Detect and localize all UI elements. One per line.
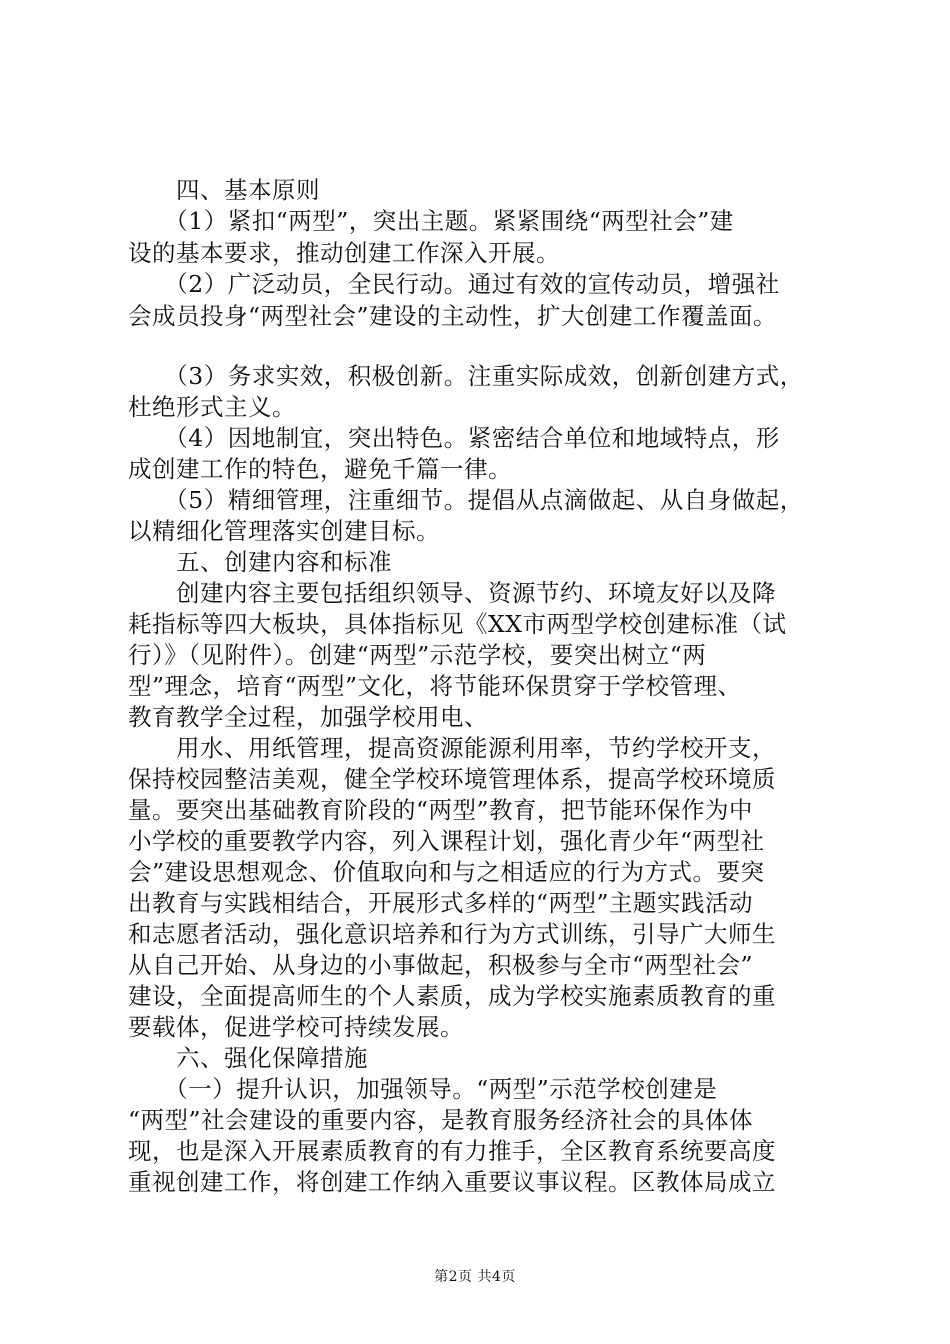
text-line: 成创建工作的特色，避免千篇一律。 (128, 455, 512, 483)
text-line: 要载体，促进学校可持续发展。 (128, 1013, 464, 1041)
text-line: 型”理念，培育“两型”文化，将节能环保贯穿于学校管理、 (128, 672, 742, 700)
section-heading: 五、创建内容和标准 (128, 548, 392, 576)
text-line: 耗指标等四大板块，具体指标见《XX市两型学校创建标准（试 (128, 610, 787, 638)
text-line: （一）提升认识，加强领导。“两型”示范学校创建是 (128, 1075, 718, 1103)
text-line: 设的基本要求，推动创建工作深入开展。 (128, 239, 560, 267)
text-line: 现，也是深入开展素质教育的有力推手，全区教育系统要高度 (128, 1137, 776, 1165)
text-line: 和志愿者活动，强化意识培养和行为方式训练，引导广大师生 (128, 920, 776, 948)
text-line: 教育教学全过程，加强学校用电、 (128, 703, 488, 731)
text-line: （4）因地制宜，突出特色。紧密结合单位和地域特点，形 (128, 424, 780, 452)
text-line: 杜绝形式主义。 (128, 393, 296, 421)
text-line: 用水、用纸管理，提高资源能源利用率，节约学校开支， (128, 734, 776, 762)
text-line: 以精细化管理落实创建目标。 (128, 517, 440, 545)
text-line: 建设，全面提高师生的个人素质，成为学校实施素质教育的重 (128, 982, 776, 1010)
text-line: 创建内容主要包括组织领导、资源节约、环境友好以及降 (128, 579, 776, 607)
text-line: （5）精细管理，注重细节。提倡从点滴做起、从自身做起， (128, 486, 804, 514)
text-line: 从自己开始、从身边的小事做起，积极参与全市“两型社会” (128, 951, 754, 979)
text-line: 四、基本原则 (128, 176, 320, 204)
text-line: （1）紧扣“两型”，突出主题。紧紧围绕“两型社会”建 (128, 207, 734, 235)
text-line: （3）务求实效，积极创新。注重实际成效，创新创建方式， (128, 362, 804, 390)
text-line: “两型”社会建设的重要内容，是教育服务经济社会的具体体 (128, 1106, 754, 1134)
text-line: 出教育与实践相结合，开展形式多样的“两型”主题实践活动 (128, 889, 754, 917)
text-line: 重视创建工作，将创建工作纳入重要议事议程。区教体局成立 (128, 1168, 776, 1196)
section-heading: 六、强化保障措施 (128, 1044, 368, 1072)
text-line: 会成员投身“两型社会”建设的主动性，扩大创建工作覆盖面。 (128, 302, 778, 330)
text-line: （2）广泛动员，全民行动。通过有效的宣传动员，增强社 (128, 270, 780, 298)
text-line: 行）》（见附件）。创建“两型”示范学校，要突出树立“两 (128, 641, 707, 669)
page-number-footer: 第2页 共4页 (434, 1269, 516, 1285)
text-line: 量。要突出基础教育阶段的“两型”教育，把节能环保作为中 (128, 796, 754, 824)
text-line: 会”建设思想观念、价值取向和与之相适应的行为方式。要突 (128, 858, 765, 886)
text-line: 小学校的重要教学内容，列入课程计划，强化青少年“两型社 (128, 827, 765, 855)
text-line: 保持校园整洁美观，健全学校环境管理体系，提高学校环境质 (128, 765, 776, 793)
